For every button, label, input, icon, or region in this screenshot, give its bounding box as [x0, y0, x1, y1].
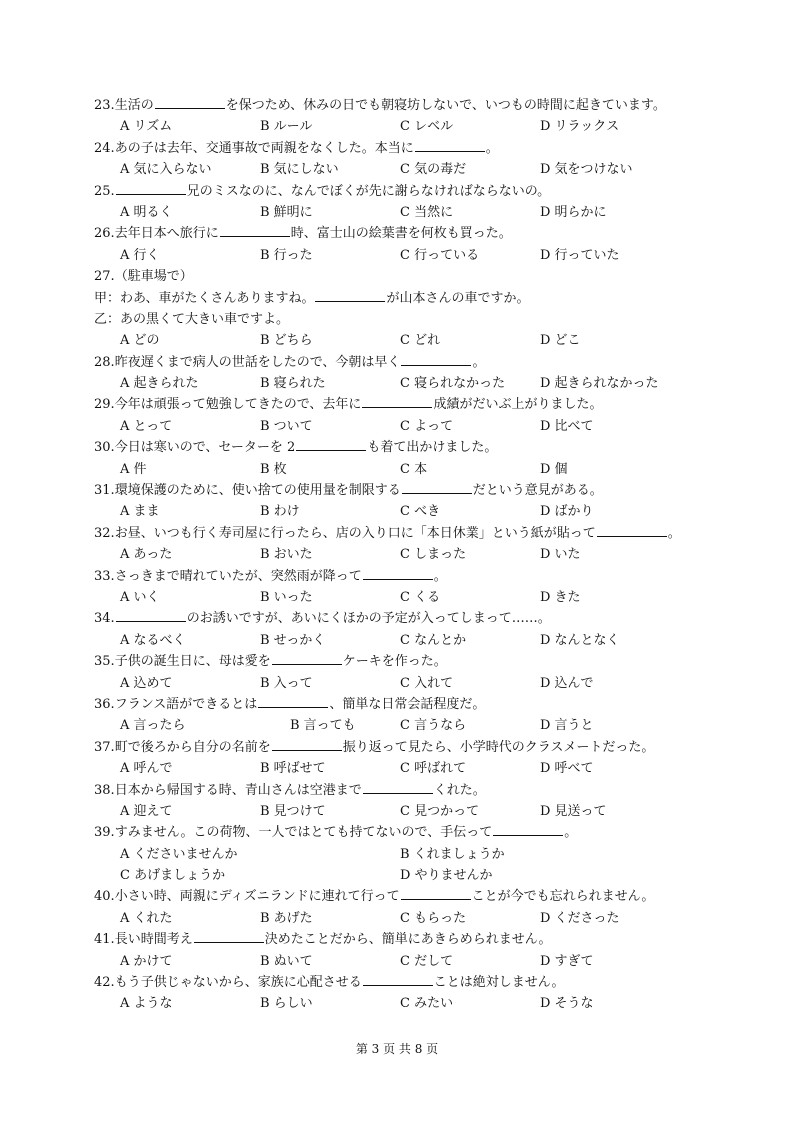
answer-blank	[402, 481, 472, 494]
option-a: A 件	[120, 461, 147, 477]
stem-after-blank: ケーキを作った。	[342, 654, 447, 670]
option-c: C 本	[400, 461, 428, 477]
option-a: A かけて	[120, 953, 173, 969]
stem-before-blank: 環境保護のために、使い捨ての使用量を制限する	[114, 483, 401, 499]
option-c: C しまった	[400, 547, 467, 563]
answer-blank	[415, 139, 485, 152]
question-stem	[94, 822, 714, 843]
question-stem	[94, 394, 714, 415]
question-number: 29.	[94, 397, 115, 413]
question-list	[94, 95, 714, 1015]
option-d: D 言うと	[540, 718, 594, 734]
question-number: 23.	[94, 98, 115, 113]
option-d: D すぎて	[540, 953, 594, 969]
stem-after-blank: のお誘いですが、あいにくほかの予定が入ってしまって……。	[186, 611, 551, 627]
option-a: A リズム	[120, 119, 173, 135]
option-a: A 起きられた	[120, 376, 199, 392]
option-c: C 寝られなかった	[400, 376, 506, 392]
option-d: D ばかり	[540, 504, 594, 520]
options-row	[94, 544, 714, 565]
question-stem	[94, 886, 714, 907]
answer-blank	[272, 652, 342, 665]
question-stem	[94, 929, 714, 950]
stem-after-blank: 。	[667, 525, 681, 541]
options-row	[94, 865, 714, 886]
option-d: D 呼べて	[540, 761, 594, 777]
question-item	[94, 608, 714, 651]
answer-blank	[194, 930, 264, 943]
question-item	[94, 138, 714, 181]
option-a: A 呼んで	[120, 761, 173, 777]
option-b: B あげた	[260, 910, 313, 926]
question-stem	[94, 266, 714, 287]
dialogue-before-blank: 甲：わあ、車がたくさんありますね。	[94, 290, 315, 306]
stem-before-blank: 長い時間考え	[114, 932, 193, 948]
option-a: A まま	[120, 504, 160, 520]
option-d: D どこ	[540, 333, 581, 349]
option-b: B 鮮明に	[260, 204, 313, 220]
option-b: B くれましょうか	[400, 846, 505, 862]
stem-after-blank: ことは絶対しません。	[433, 975, 565, 991]
question-item	[94, 886, 714, 929]
question-item	[94, 737, 714, 780]
question-number: 37.	[94, 739, 115, 755]
option-d: D なんとなく	[540, 632, 620, 648]
answer-blank	[272, 738, 342, 751]
option-c: C 行っている	[400, 247, 480, 263]
option-b: B ぬいて	[260, 953, 313, 969]
option-b: B 行った	[260, 247, 313, 263]
stem-after-blank: 。	[564, 825, 578, 841]
option-b: B 言っても	[290, 718, 356, 734]
options-row	[94, 801, 714, 822]
option-d: D 見送って	[540, 803, 607, 819]
answer-blank	[296, 438, 366, 451]
option-d: D いた	[540, 547, 581, 563]
question-item	[94, 352, 714, 395]
options-row	[94, 459, 714, 480]
option-c: C べき	[400, 504, 441, 520]
answer-blank	[315, 289, 385, 302]
dialogue-line-b: 乙：あの黒くて大きい車ですよ。	[94, 311, 290, 327]
question-item	[94, 694, 714, 737]
question-stem	[94, 566, 714, 587]
question-stem	[94, 608, 714, 629]
stem-before-blank: 今日は寒いので、セーターを 2	[114, 440, 296, 456]
option-d: D 行っていた	[540, 247, 620, 263]
question-number: 24.	[94, 140, 115, 156]
dialogue-line-a	[94, 288, 714, 309]
stem-before-blank: 小さい時、両親にディズニランドに連れて行って	[114, 889, 400, 905]
question-item	[94, 929, 714, 972]
option-c: C 入れて	[400, 675, 454, 691]
answer-blank	[401, 887, 471, 900]
options-row	[94, 501, 714, 522]
stem-before-blank: 町で後ろから自分の名前を	[114, 739, 271, 755]
option-c: C なんとか	[400, 632, 467, 648]
options-row	[94, 908, 714, 929]
options-row	[94, 587, 714, 608]
question-stem	[94, 95, 714, 116]
option-d: D くださった	[540, 910, 620, 926]
option-a: A ような	[120, 996, 173, 1012]
answer-blank	[116, 609, 186, 622]
option-b: B 気にしない	[260, 162, 339, 178]
question-number: 35.	[94, 654, 115, 670]
question-number: 25.	[94, 183, 115, 199]
option-a: A 行く	[120, 247, 160, 263]
option-c: C 当然に	[400, 204, 454, 220]
answer-blank	[116, 182, 186, 195]
option-b: B 入って	[260, 675, 313, 691]
option-a: A 言ったら	[120, 718, 186, 734]
stem-before-blank: 日本から帰国する時、青山さんは空港まで	[114, 782, 362, 798]
option-b: B らしい	[260, 996, 313, 1012]
question-number: 30.	[94, 440, 115, 456]
options-row	[94, 715, 714, 736]
question-number: 36.	[94, 696, 115, 712]
option-c: C どれ	[400, 333, 441, 349]
stem-before-blank: 子供の誕生日に、母は愛を	[114, 654, 271, 670]
question-number: 40.	[94, 889, 115, 905]
stem-after-blank: を保つため、休みの日でも朝寝坊しないで、いつもの時間に起きています。	[225, 98, 666, 113]
stem-before-blank: すみません。この荷物、一人ではとても持てないので、手伝って	[114, 825, 493, 841]
question-item	[94, 95, 714, 138]
option-d: D 起きられなかった	[540, 376, 659, 392]
option-d: D やりませんか	[400, 868, 493, 884]
option-a: A いく	[120, 589, 160, 605]
stem-after-blank: 。	[433, 568, 447, 584]
stem-after-blank: くれた。	[433, 782, 486, 798]
option-d: D 気をつけない	[540, 162, 633, 178]
option-c: C 言うなら	[400, 718, 467, 734]
options-row	[94, 630, 714, 651]
question-number: 33.	[94, 568, 115, 584]
question-stem	[94, 780, 714, 801]
question-stem	[94, 972, 714, 993]
dialogue-after-blank: が山本さんの車ですか。	[386, 290, 530, 306]
option-a: A なるべく	[120, 632, 186, 648]
stem-after-blank: 、簡単な日常会話程度だ。	[329, 696, 486, 712]
option-c: C 見つかって	[400, 803, 480, 819]
options-row	[94, 416, 714, 437]
option-c: C くる	[400, 589, 441, 605]
answer-blank	[220, 224, 290, 237]
options-row	[94, 993, 714, 1014]
question-item	[94, 480, 714, 523]
question-item	[94, 181, 714, 224]
option-c: C レベル	[400, 119, 454, 135]
option-c: C あげましょうか	[120, 868, 226, 884]
option-d: D リラックス	[540, 119, 620, 135]
option-d: D 込んで	[540, 675, 594, 691]
option-a: A 迎えて	[120, 803, 173, 819]
question-stem	[94, 523, 714, 544]
question-number: 39.	[94, 825, 115, 841]
answer-blank	[363, 973, 433, 986]
options-row	[94, 159, 714, 180]
option-a: A とって	[120, 418, 173, 434]
option-b: B 見つけて	[260, 803, 326, 819]
option-d: D そうな	[540, 996, 594, 1012]
stem-after-blank: も着て出かけました。	[367, 440, 498, 456]
options-row	[94, 373, 714, 394]
options-row	[94, 951, 714, 972]
option-a: A くれた	[120, 910, 173, 926]
option-b: B ついて	[260, 418, 313, 434]
question-number: 28.	[94, 354, 115, 370]
stem-before-blank: お昼、いつも行く寿司屋に行ったら、店の入り口に「本日休業」という紙が貼って	[114, 525, 596, 541]
option-b: B いった	[260, 589, 313, 605]
option-b: B 寝られた	[260, 376, 326, 392]
option-a: A どの	[120, 333, 160, 349]
answer-blank	[493, 823, 563, 836]
option-c: C だして	[400, 953, 454, 969]
question-stem	[94, 352, 714, 373]
stem-before-blank: あの子は去年、交通事故で両親をなくした。本当に	[114, 140, 414, 156]
question-stem	[94, 737, 714, 758]
option-a: A 明るく	[120, 204, 173, 220]
question-number: 27.	[94, 269, 115, 285]
question-item-27	[94, 266, 714, 352]
page-footer: 第 3 页 共 8 页	[355, 1042, 439, 1056]
stem-before-blank: 去年日本へ旅行に	[114, 226, 219, 242]
stem-after-blank: 決めたことだから、簡単にあきらめられません。	[264, 932, 552, 948]
options-row	[94, 245, 714, 266]
question-stem	[94, 694, 714, 715]
stem-before-blank: 生活の	[114, 98, 154, 113]
question-context: （駐車場で）	[114, 269, 193, 285]
answer-blank	[258, 695, 328, 708]
option-b: B せっかく	[260, 632, 326, 648]
option-c: C 気の毒だ	[400, 162, 467, 178]
answer-blank	[401, 353, 471, 366]
option-d: D きた	[540, 589, 581, 605]
question-item	[94, 972, 714, 1015]
option-d: D 個	[540, 461, 568, 477]
question-item	[94, 566, 714, 609]
option-c: C みたい	[400, 996, 454, 1012]
stem-before-blank: 昨夜遅くまで病人の世話をしたので、今朝は早く	[114, 354, 401, 370]
question-number: 41.	[94, 932, 115, 948]
answer-blank	[155, 96, 225, 109]
question-item	[94, 437, 714, 480]
stem-after-blank: 。	[485, 140, 499, 156]
answer-blank	[597, 524, 667, 537]
question-item	[94, 223, 714, 266]
stem-after-blank: 成績がだいぶ上がりました。	[433, 397, 603, 413]
answer-blank	[363, 567, 433, 580]
question-item	[94, 780, 714, 823]
option-a: A 気に入らない	[120, 162, 212, 178]
question-item	[94, 651, 714, 694]
question-number: 42.	[94, 975, 115, 991]
answer-blank	[362, 395, 432, 408]
option-d: D 比べて	[540, 418, 594, 434]
question-stem	[94, 437, 714, 458]
option-b: B どちら	[260, 333, 313, 349]
option-b: B 枚	[260, 461, 287, 477]
question-item	[94, 523, 714, 566]
option-c: C もらった	[400, 910, 467, 926]
stem-after-blank: だという意見がある。	[472, 483, 603, 499]
stem-after-blank: 兄のミスなのに、なんでぼくが先に謝らなければならないの。	[186, 183, 551, 199]
question-number: 32.	[94, 525, 115, 541]
stem-before-blank: もう子供じゃないから、家族に心配させる	[114, 975, 362, 991]
option-b: B わけ	[260, 504, 300, 520]
stem-after-blank: 時、富士山の絵葉書を何枚も買った。	[290, 226, 512, 242]
answer-blank	[363, 781, 433, 794]
option-a: A あった	[120, 547, 173, 563]
question-number: 34.	[94, 611, 115, 627]
option-c: C よって	[400, 418, 454, 434]
stem-after-blank: 。	[472, 354, 486, 370]
question-stem	[94, 138, 714, 159]
stem-before-blank: さっきまで晴れていたが、突然雨が降って	[114, 568, 362, 584]
options-row	[94, 844, 714, 865]
question-stem	[94, 651, 714, 672]
question-stem	[94, 223, 714, 244]
options-row	[94, 673, 714, 694]
options-row	[94, 202, 714, 223]
question-number: 31.	[94, 483, 115, 499]
stem-before-blank: 今年は頑張って勉強してきたので、去年に	[114, 397, 362, 413]
options-row	[94, 330, 714, 351]
stem-after-blank: ことが今でも忘れられません。	[471, 889, 655, 905]
option-b: B おいた	[260, 547, 313, 563]
question-stem	[94, 181, 714, 202]
question-number: 38.	[94, 782, 115, 798]
question-stem	[94, 480, 714, 501]
question-number: 26.	[94, 226, 115, 242]
option-b: B ルール	[260, 119, 313, 135]
stem-after-blank: 振り返って見たら、小学時代のクラスメートだった。	[342, 739, 655, 755]
option-d: D 明らかに	[540, 204, 607, 220]
option-a: A くださいませんか	[120, 846, 238, 862]
option-a: A 込めて	[120, 675, 173, 691]
stem-before-blank: フランス語ができるとは	[114, 696, 258, 712]
question-item	[94, 822, 714, 886]
option-b: B 呼ばせて	[260, 761, 326, 777]
options-row	[94, 116, 714, 137]
options-row	[94, 758, 714, 779]
option-c: C 呼ばれて	[400, 761, 467, 777]
question-item	[94, 394, 714, 437]
